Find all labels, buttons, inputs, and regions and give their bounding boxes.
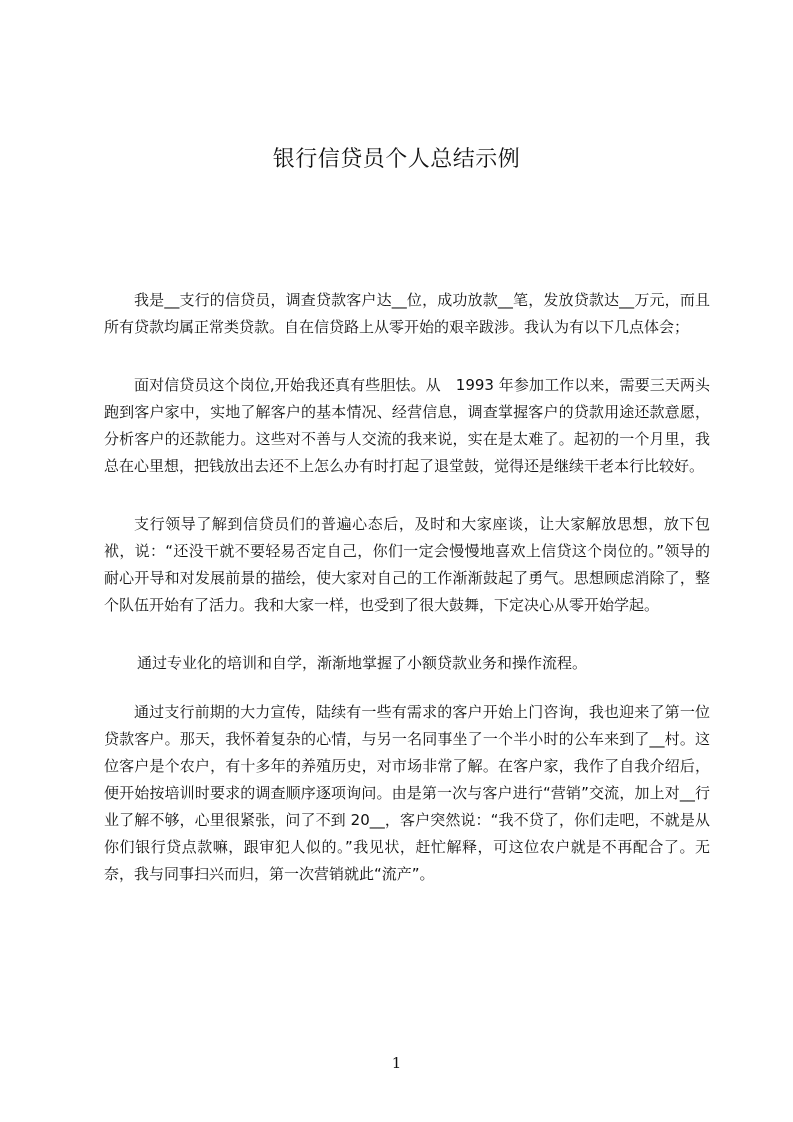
paragraph-early-difficulties: 面对信贷员这个岗位,开始我还真有些胆怯。从 1993 年参加工作以来，需要三天两头跑到客户家中，实地了解客户的基本情况、经营信息，调查掌握客户的贷款用途还款意愿，分析客户的还款能力。这些对不善与人交流的我来说，实在是太难了。起初的一个月里，我总在心里想，把钱放出去还不上怎么办有时打起了退堂鼓，觉得还是继续干老本行比较好。 (104, 376, 710, 475)
paragraph-leadership-encouragement: 支行领导了解到信贷员们的普遍心态后，及时和大家座谈，让大家解放思想，放下包袱，说：“还没干就不要轻易否定自己，你们一定会慢慢地喜欢上信贷这个岗位的。”领导的耐心开导和对发展前景的描绘，使大家对自己的工作渐渐鼓起了勇气。思想顾虑消除了，整个队伍开始有了活力。我和大家一样，也受到了很大鼓舞，下定决心从零开始学起。 (104, 515, 710, 614)
paragraph-training: 通过专业化的培训和自学，渐渐地掌握了小额贷款业务和操作流程。 (137, 654, 588, 672)
paragraph-introduction: 我是__支行的信贷员，调查贷款客户达__位，成功放款__笔，发放贷款达__万元，而且所有贷款均属正常类贷款。自在信贷路上从零开始的艰辛跋涉。我认为有以下几点体会； (104, 291, 710, 336)
page-number: 1 (391, 1054, 402, 1072)
document-body (104, 287, 710, 914)
paragraph-first-customer: 通过支行前期的大力宣传，陆续有一些有需求的客户开始上门咨询，我也迎来了第一位贷款客户。那天，我怀着复杂的心情，与另一名同事坐了一个半小时的公车来到了__村。这位客户是个农户，有十多年的养殖历史，对市场非常了解。在客户家，我作了自我介绍后，便开始按培训时要求的调查顺序逐项询问。由是第一次与客户进行“营销”交流，加上对__行业了解不够，心里很紧张，问了不到 20__，客户突然说：“我不贷了，你们走吧，不就是从你们银行贷点款嘛，跟审犯人似的。”我见状，赶忙解释，可这位农户就是不再配合了。无奈，我与同事扫兴而归，第一次营销就此“流产”。 (104, 703, 710, 883)
document-title: 银行信贷员个人总结示例 (272, 147, 521, 172)
